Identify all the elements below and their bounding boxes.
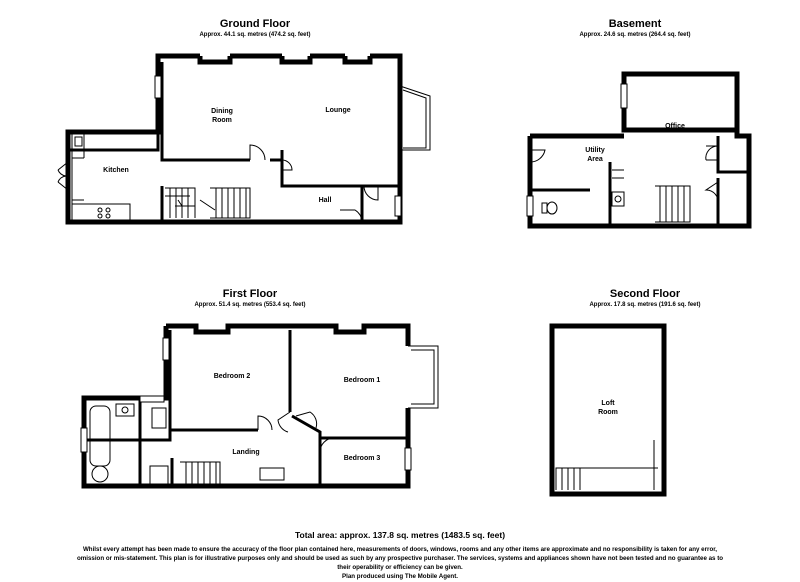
room-label-landing: Landing: [232, 449, 260, 456]
room-label-utility-2: Area: [587, 156, 603, 163]
basement-area: Approx. 24.6 sq. metres (264.4 sq. feet): [579, 32, 691, 38]
room-label-lounge: Lounge: [325, 107, 351, 114]
ground-floor-plan: [58, 56, 430, 222]
room-label-kitchen: Kitchen: [103, 167, 129, 174]
room-label-bedroom-3: Bedroom 3: [343, 455, 381, 462]
basement-title: Basement: [608, 18, 662, 30]
disclaimer-line-4: Plan produced using The Mobile Agent.: [342, 573, 458, 580]
room-label-office: Office: [665, 123, 685, 130]
room-label-loft-2: Room: [598, 409, 618, 416]
first-floor-plan: [81, 326, 438, 486]
basement-plan: [527, 74, 749, 226]
second-floor-area: Approx. 17.8 sq. metres (191.6 sq. feet): [589, 302, 701, 308]
room-label-bedroom-2: Bedroom 2: [213, 373, 251, 380]
first-floor-area: Approx. 51.4 sq. metres (553.4 sq. feet): [194, 302, 306, 308]
disclaimer-line-1: Whilst every attempt has been made to ensure the accuracy of the floor plan contained here, measurements of doors, windows, rooms and any other items are approximate and no responsibility is taken for any error,: [82, 546, 718, 553]
second-floor-title: Second Floor: [609, 288, 681, 300]
first-floor-title: First Floor: [222, 288, 278, 300]
disclaimer-line-3: their operability or efficiency can be given.: [337, 564, 463, 571]
room-label-hall: Hall: [318, 197, 332, 204]
room-label-dining-2: Room: [212, 117, 232, 124]
disclaimer-line-2: omission or mis-statement. This plan is for illustrative purposes only and should be used as such by any prospective purchaser. The services, systems and appliances shown have not been tested and no guarantee as to: [76, 555, 724, 562]
room-label-loft-1: Loft: [601, 400, 615, 407]
ground-floor-title: Ground Floor: [219, 18, 291, 30]
ground-floor-area: Approx. 44.1 sq. metres (474.2 sq. feet): [199, 32, 311, 38]
total-area: Total area: approx. 137.8 sq. metres (1483.5 sq. feet): [294, 530, 506, 540]
disclaimer: [6, 545, 794, 581]
room-label-utility-1: Utility: [585, 147, 605, 154]
room-label-bedroom-1: Bedroom 1: [343, 377, 381, 384]
room-label-dining-1: Dining: [211, 108, 233, 115]
